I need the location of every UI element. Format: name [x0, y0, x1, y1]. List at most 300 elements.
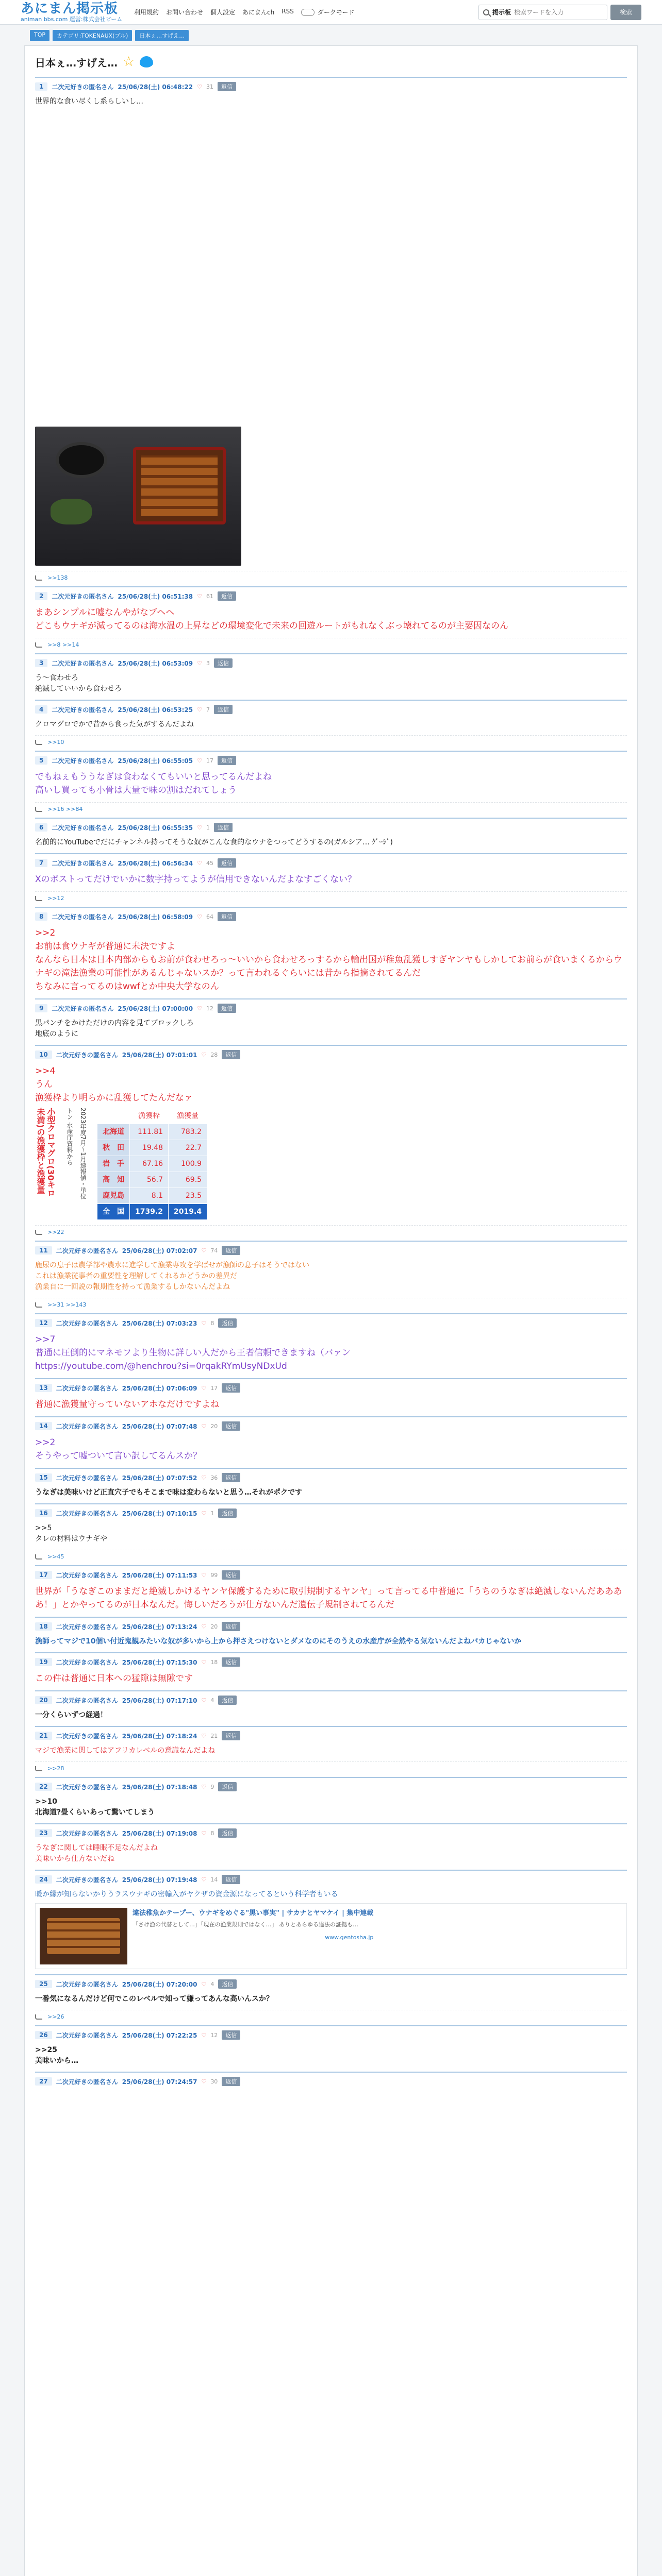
post-number[interactable]: 8 — [35, 912, 47, 921]
table-row — [97, 1140, 207, 1156]
post — [35, 751, 627, 818]
post-line: 鹿尿の息子は農学部や農水に進学して漁業専攻を学ばせが漁師の息子はそうではない — [35, 1261, 309, 1269]
catch-cell: 69.5 — [169, 1172, 207, 1188]
quota-cell: 111.81 — [130, 1124, 169, 1140]
link-preview-card[interactable] — [35, 1903, 627, 1969]
heart-icon[interactable]: ♡ — [197, 859, 202, 867]
post-date: 25/06/28(土) 06:53:25 — [118, 706, 193, 714]
post-number[interactable]: 19 — [35, 1658, 52, 1666]
reply-links[interactable]: >>8 >>14 — [47, 641, 79, 648]
reply-button[interactable]: 返信 — [222, 1622, 240, 1631]
post-body — [35, 1484, 627, 1503]
post-number[interactable]: 26 — [35, 2031, 52, 2039]
thread-title-row — [35, 51, 627, 77]
post-author: 二次元好きの匿名さん — [52, 1005, 114, 1012]
post-body — [35, 670, 627, 700]
post-date: 25/06/28(土) 07:17:10 — [122, 1697, 197, 1704]
unagi-box-shape — [133, 447, 226, 524]
logo-sub: animan bbs.com 運営:株式会社ビーム — [21, 15, 123, 23]
nav-contact[interactable]: お問い合わせ — [166, 9, 204, 16]
reply-links[interactable]: >>138 — [47, 574, 68, 581]
reply-links[interactable]: >>12 — [47, 895, 64, 902]
heart-icon[interactable]: ♡ — [197, 824, 202, 831]
post-number[interactable]: 14 — [35, 1422, 52, 1430]
reply-arrow-icon — [35, 1766, 42, 1771]
post — [35, 1565, 627, 1617]
header-nav — [134, 8, 294, 16]
reply-button[interactable]: 返信 — [222, 2030, 240, 2040]
post-line: 普通に漁獲量守っていないアホなだけですよね — [35, 1399, 219, 1410]
post-number[interactable]: 1 — [35, 82, 47, 91]
table-row — [97, 1172, 207, 1188]
reply-button[interactable]: 返信 — [218, 1782, 237, 1791]
heart-icon[interactable]: ♡ — [201, 1384, 207, 1392]
heart-icon[interactable]: ♡ — [201, 1980, 207, 1988]
post-number[interactable]: 20 — [35, 1696, 52, 1704]
post-number[interactable]: 18 — [35, 1622, 52, 1631]
search-icon — [483, 9, 489, 15]
post-header — [35, 1693, 627, 1707]
like-count: 7 — [206, 706, 210, 713]
quota-header: 漁獲枠 — [130, 1108, 169, 1124]
like-count: 1 — [206, 824, 210, 831]
post-author: 二次元好きの匿名さん — [56, 1783, 118, 1791]
reply-button[interactable]: 返信 — [222, 1875, 240, 1884]
post-body — [35, 1582, 627, 1617]
heart-icon[interactable]: ♡ — [201, 1571, 207, 1579]
post-body — [35, 1793, 627, 1823]
quota-cell: 56.7 — [130, 1172, 169, 1188]
like-count: 14 — [210, 1876, 218, 1883]
post-line: クロマグロでかで昔から食った気がするんだよね — [35, 720, 194, 728]
post — [35, 1726, 627, 1777]
post-line: 一分くらいずつ経過！ — [35, 1711, 107, 1719]
heart-icon[interactable]: ♡ — [201, 1319, 207, 1327]
reply-arrow-icon — [35, 2014, 42, 2020]
reply-links[interactable]: >>26 — [47, 2013, 64, 2020]
post — [35, 1974, 627, 2025]
post-footer — [35, 1225, 627, 1241]
heart-icon[interactable]: ♡ — [201, 1474, 207, 1481]
reply-arrow-icon — [35, 1554, 42, 1560]
quota-cell: 8.1 — [130, 1188, 169, 1204]
post-author: 二次元好きの匿名さん — [56, 1571, 118, 1579]
reply-button[interactable]: 返信 — [218, 1509, 237, 1518]
post-line: Xのポストってだけでいかに数字持ってようが信用できないんだよなすごくない？ — [35, 874, 356, 885]
post-author: 二次元好きの匿名さん — [52, 913, 114, 921]
post-number[interactable]: 22 — [35, 1783, 52, 1791]
post-body — [35, 2042, 627, 2072]
post-footer — [35, 638, 627, 653]
heart-icon[interactable]: ♡ — [197, 913, 202, 920]
pref-cell: 高 知 — [97, 1172, 130, 1188]
post — [35, 700, 627, 751]
post-line: 漁獲枠より明らかに乱獲してたんだなァ — [35, 1093, 193, 1103]
post-date: 25/06/28(土) 07:01:01 — [122, 1051, 197, 1059]
post-line: 北海道?畳くらいあって驚いてしまう — [35, 1808, 155, 1817]
reply-links[interactable]: >>10 — [47, 739, 64, 745]
post-number[interactable]: 11 — [35, 1246, 52, 1255]
catch-table-figure[interactable] — [35, 1108, 627, 1220]
post-body — [35, 1742, 627, 1761]
reply-button[interactable]: 返信 — [218, 1979, 237, 1989]
reply-button[interactable]: 返信 — [222, 2077, 240, 2086]
post-date: 25/06/28(土) 07:24:57 — [122, 2078, 197, 2086]
reply-links[interactable]: >>31 >>143 — [47, 1301, 87, 1308]
post — [35, 1777, 627, 1823]
nav-rss[interactable]: RSS — [282, 8, 294, 15]
post-line[interactable]: >>2 — [35, 928, 56, 938]
post-author: 二次元好きの匿名さん — [56, 1319, 118, 1327]
post — [35, 2072, 627, 2096]
heart-icon[interactable]: ♡ — [201, 1247, 207, 1254]
heart-icon[interactable]: ♡ — [197, 659, 202, 667]
post-line: 漁師ってマジで10個い付近鬼観みたいな奴が多いから上から押さえつけないとダメなのにそのうえの水産庁が全然やる気ないんだよねパカじゃないか — [35, 1637, 522, 1646]
post-date: 25/06/28(土) 06:53:09 — [118, 659, 193, 667]
reply-button[interactable]: 返信 — [218, 912, 236, 921]
post-line: 漁業自に一回説の報期性を持って漁業するしかないんだよね — [35, 1283, 230, 1291]
post-author: 二次元好きの匿名さん — [52, 757, 114, 765]
post-line: 暖か縁が知らないかりうラスウナギの密輸入がヤクザの資金源になってるという科学者もいる — [35, 1890, 338, 1899]
post-number[interactable]: 10 — [35, 1050, 52, 1059]
post — [35, 907, 627, 998]
site-logo[interactable] — [21, 2, 124, 23]
table-row — [97, 1124, 207, 1140]
post-header — [35, 703, 627, 716]
post — [35, 1503, 627, 1565]
post-body — [35, 1840, 627, 1870]
post-author: 二次元好きの匿名さん — [52, 706, 114, 714]
post-date: 25/06/28(土) 06:56:34 — [118, 859, 193, 867]
post-body — [35, 870, 627, 891]
post — [35, 2025, 627, 2072]
post-author: 二次元好きの匿名さん — [56, 1876, 118, 1884]
breadcrumb-thread[interactable]: 日本ぇ…すげえ… — [135, 30, 189, 41]
post-number[interactable]: 17 — [35, 1571, 52, 1579]
reply-button[interactable]: 返信 — [222, 1731, 240, 1740]
post-author: 二次元好きの匿名さん — [56, 1980, 118, 1988]
post-author: 二次元好きの匿名さん — [52, 592, 114, 600]
heart-icon[interactable]: ♡ — [197, 1005, 202, 1012]
post-line: 高いし買っても小骨は大量で味の割はだれてしょう — [35, 785, 237, 795]
post-line: 地底のように — [35, 1030, 78, 1038]
post-date: 25/06/28(土) 07:03:23 — [122, 1319, 197, 1327]
search-area — [478, 5, 641, 20]
post-line[interactable]: >>10 — [35, 1798, 57, 1806]
post-line[interactable]: >>5 — [35, 1524, 52, 1532]
reply-button[interactable]: 返信 — [218, 756, 236, 765]
heart-icon[interactable]: ♡ — [201, 2031, 207, 2039]
post-header — [35, 1826, 627, 1840]
reply-arrow-icon — [35, 740, 42, 745]
post-number[interactable]: 4 — [35, 705, 47, 714]
like-count: 31 — [206, 83, 213, 90]
post-footer — [35, 1298, 627, 1313]
post-number[interactable]: 9 — [35, 1004, 47, 1012]
post-line: そうやって嘘ついて言い訳してるんスか？ — [35, 1451, 202, 1461]
post-line: ちなみに言ってるのはwwfとか中央大学なのん — [35, 981, 219, 992]
post-header — [35, 80, 627, 93]
reply-button[interactable]: 返信 — [222, 1421, 240, 1431]
heart-icon[interactable]: ♡ — [197, 757, 202, 764]
heart-icon[interactable]: ♡ — [201, 1051, 207, 1058]
post-body — [35, 1633, 627, 1652]
reply-button[interactable]: 返信 — [218, 591, 236, 601]
post-line[interactable]: https://youtube.com/@henchrou?si=0rqakRYmUsyNDxUd — [35, 1361, 287, 1371]
link-desc: 「さけ漁の代替として…」「現在の漁業規則ではなく…」 ありとあらゆる違法の証拠も… — [133, 1921, 358, 1928]
post-line: タレの材料はウナギや — [35, 1535, 107, 1543]
like-count: 74 — [210, 1247, 218, 1254]
reply-button[interactable]: 返信 — [222, 1657, 240, 1667]
post-date: 25/06/28(土) 06:58:09 — [118, 913, 193, 921]
pref-cell: 北海道 — [97, 1124, 130, 1140]
post-line[interactable]: >>7 — [35, 1334, 56, 1345]
post-header — [35, 1506, 627, 1520]
post-body — [35, 1395, 627, 1416]
post-date: 25/06/28(土) 07:00:00 — [118, 1005, 193, 1012]
catch-cell: 23.5 — [169, 1188, 207, 1204]
pref-cell: 秋 田 — [97, 1140, 130, 1156]
page-title: 日本ぇ…すげえ… — [35, 56, 118, 69]
post-author: 二次元好きの匿名さん — [52, 824, 114, 832]
dark-mode-label: ダークモード — [317, 9, 355, 16]
total-pref: 全 国 — [97, 1204, 130, 1220]
post — [35, 853, 627, 907]
post-number[interactable]: 2 — [35, 592, 47, 600]
post-header — [35, 1419, 627, 1433]
reply-button[interactable]: 返信 — [222, 1050, 240, 1059]
reply-button[interactable]: 返信 — [222, 1473, 240, 1482]
post-footer — [35, 735, 627, 751]
heart-icon[interactable]: ♡ — [201, 1876, 207, 1883]
post-header — [35, 589, 627, 603]
post-footer — [35, 891, 627, 907]
reply-arrow-icon — [35, 896, 42, 901]
pref-cell: 鹿児島 — [97, 1188, 130, 1204]
like-count: 45 — [206, 859, 213, 867]
reply-arrow-icon — [35, 642, 42, 648]
post-number[interactable]: 25 — [35, 1980, 52, 1988]
reply-links[interactable]: >>28 — [47, 1765, 64, 1772]
reply-button[interactable]: 返信 — [218, 1318, 237, 1328]
twitter-share-icon[interactable] — [140, 56, 153, 67]
post-body — [35, 1330, 627, 1378]
heart-icon[interactable]: ♡ — [201, 2078, 207, 2085]
heart-icon[interactable]: ♡ — [201, 1783, 207, 1790]
post-line[interactable]: >>2 — [35, 1437, 56, 1448]
dark-mode-toggle[interactable] — [301, 8, 355, 16]
post-date: 25/06/28(土) 07:13:24 — [122, 1623, 197, 1631]
post-number[interactable]: 16 — [35, 1509, 52, 1517]
like-count: 61 — [206, 592, 213, 600]
post-line: お前は食ウナギが普通に未決ですよ — [35, 941, 175, 952]
heart-icon[interactable]: ♡ — [197, 706, 202, 713]
post-line[interactable]: >>4 — [35, 1066, 56, 1076]
nav-animanch[interactable]: あにまんch — [242, 9, 275, 16]
search-input[interactable] — [514, 9, 603, 16]
post-date: 25/06/28(土) 07:06:09 — [122, 1384, 197, 1392]
post — [35, 1378, 627, 1416]
post-line: う～食わせろ — [35, 674, 78, 682]
soup-bowl-shape — [56, 442, 107, 478]
link-text — [133, 1908, 373, 1964]
heart-icon[interactable]: ♡ — [201, 1422, 207, 1430]
post-line: マジで漁業に関してはアフリカレベルの意識なんだよね — [35, 1747, 216, 1755]
like-count: 8 — [210, 1829, 214, 1837]
post-number[interactable]: 6 — [35, 823, 47, 832]
post-line: 世界が「うなぎこのままだと絶滅しかけるヤンヤ保護するために取引規制するヤンヤ」って言ってる中普通に「うちのうなぎは絶滅しないんだああああ！」とかやってるのが日本なんだ。悔しいだろうが仕方ないんだ遺伝子規制されてるんだ — [35, 1586, 622, 1610]
like-count: 4 — [210, 1697, 214, 1704]
reply-button[interactable]: 返信 — [214, 823, 233, 832]
post-line: 絶滅していいから食わせろ — [35, 685, 122, 693]
reply-button[interactable]: 返信 — [222, 1383, 240, 1393]
post-author: 二次元好きの匿名さん — [56, 1247, 118, 1255]
search-scope-select[interactable]: 掲示板 — [492, 9, 511, 16]
post-number[interactable]: 27 — [35, 2077, 52, 2086]
favorite-star-icon[interactable]: ☆ — [123, 54, 135, 70]
post-date: 25/06/28(土) 07:19:48 — [122, 1876, 197, 1884]
unagi-photo[interactable] — [35, 427, 241, 566]
heart-icon[interactable]: ♡ — [201, 1510, 207, 1517]
post — [35, 1313, 627, 1378]
post-author: 二次元好きの匿名さん — [56, 1658, 118, 1666]
heart-icon[interactable]: ♡ — [201, 1732, 207, 1739]
reply-links[interactable]: >>22 — [47, 1229, 64, 1235]
heart-icon[interactable]: ♡ — [201, 1697, 207, 1704]
post-number[interactable]: 21 — [35, 1732, 52, 1740]
post-header — [35, 1381, 627, 1395]
heart-icon[interactable]: ♡ — [201, 1658, 207, 1666]
post-body — [35, 1707, 627, 1726]
link-title[interactable]: 違法稚魚かテープー、ウナギをめぐる"黒い事実" | サカナとヤマケイ | 集中連載 — [133, 1909, 374, 1917]
post-line: 黒パンチをかけただけの内容を見てブロックしろ — [35, 1019, 194, 1027]
post-author: 二次元好きの匿名さん — [52, 859, 114, 867]
reply-button[interactable]: 返信 — [214, 705, 233, 714]
post-date: 25/06/28(土) 07:18:24 — [122, 1732, 197, 1740]
post-date: 25/06/28(土) 07:22:25 — [122, 2031, 197, 2039]
heart-icon[interactable]: ♡ — [197, 592, 202, 600]
post-number[interactable]: 5 — [35, 756, 47, 765]
post-body — [35, 1886, 627, 1974]
post-header — [35, 1244, 627, 1257]
post-number[interactable]: 23 — [35, 1829, 52, 1837]
reply-button[interactable]: 返信 — [218, 82, 236, 91]
post-author: 二次元好きの匿名さん — [56, 1384, 118, 1392]
reply-button[interactable]: 返信 — [222, 1570, 240, 1580]
post — [35, 1823, 627, 1870]
post-number[interactable]: 7 — [35, 859, 47, 867]
reply-arrow-icon — [35, 1302, 42, 1308]
thread-card — [24, 45, 638, 2576]
reply-button[interactable]: 返信 — [214, 658, 233, 668]
nav-settings[interactable]: 個人設定 — [210, 9, 236, 16]
post-line: 美味いから… — [35, 2057, 78, 2065]
breadcrumb-top[interactable]: TOP — [30, 30, 49, 41]
table-total-row — [97, 1204, 207, 1220]
post-line: これは漁業従事者の重要性を理解してくれるかどうかの差異だ — [35, 1272, 237, 1280]
pickle-shape — [51, 499, 92, 524]
post-author: 二次元好きの匿名さん — [56, 1474, 118, 1482]
heart-icon[interactable]: ♡ — [201, 1623, 207, 1630]
post-header — [35, 1780, 627, 1793]
post-date: 25/06/28(土) 07:10:15 — [122, 1510, 197, 1517]
toggle-switch-icon[interactable] — [301, 9, 315, 16]
post-header — [35, 656, 627, 670]
post-body — [35, 603, 627, 638]
like-count: 4 — [210, 1980, 214, 1988]
heart-icon[interactable]: ♡ — [197, 83, 202, 90]
table-row — [97, 1188, 207, 1204]
post-date: 25/06/28(土) 07:18:48 — [122, 1783, 197, 1791]
post-number[interactable]: 15 — [35, 1473, 52, 1482]
reply-button[interactable]: 返信 — [218, 1696, 237, 1705]
post-line[interactable]: >>25 — [35, 2046, 57, 2054]
like-count: 17 — [210, 1384, 218, 1392]
post-author: 二次元好きの匿名さん — [56, 1732, 118, 1740]
post-date: 25/06/28(土) 07:07:52 — [122, 1474, 197, 1482]
post-number[interactable]: 24 — [35, 1875, 52, 1884]
post-number[interactable]: 13 — [35, 1384, 52, 1392]
post-header — [35, 1568, 627, 1582]
table-row — [97, 1156, 207, 1172]
post-body — [35, 923, 627, 998]
blank-header — [97, 1108, 130, 1124]
post-header — [35, 1655, 627, 1669]
quota-cell: 19.48 — [130, 1140, 169, 1156]
reply-button[interactable]: 返信 — [218, 858, 236, 868]
post — [35, 1652, 627, 1690]
heart-icon[interactable]: ♡ — [201, 1829, 207, 1837]
reply-button[interactable]: 返信 — [222, 1246, 240, 1255]
like-count: 8 — [210, 1319, 214, 1327]
reply-button[interactable]: 返信 — [218, 1828, 237, 1838]
post-number[interactable]: 12 — [35, 1319, 52, 1327]
like-count: 28 — [210, 1051, 218, 1058]
post-date: 25/06/28(土) 06:55:35 — [118, 824, 193, 832]
post-author: 二次元好きの匿名さん — [56, 1829, 118, 1837]
reply-arrow-icon — [35, 575, 42, 581]
table-header-row — [97, 1108, 207, 1124]
like-count: 12 — [210, 2031, 218, 2039]
search-box — [478, 5, 607, 20]
post-author: 二次元好きの匿名さん — [56, 1623, 118, 1631]
post-author: 二次元好きの匿名さん — [56, 1051, 118, 1059]
post-number[interactable]: 3 — [35, 659, 47, 667]
like-count: 12 — [206, 1005, 213, 1012]
post-header — [35, 856, 627, 870]
reply-links[interactable]: >>16 >>84 — [47, 806, 83, 812]
like-count: 9 — [210, 1783, 214, 1790]
post-header — [35, 2075, 627, 2088]
like-count: 20 — [210, 1623, 218, 1630]
reply-button[interactable]: 返信 — [218, 1004, 236, 1013]
post-body — [35, 1015, 627, 1045]
search-button[interactable]: 検索 — [610, 5, 641, 20]
catch-table — [97, 1108, 207, 1220]
reply-arrow-icon — [35, 807, 42, 812]
post-body — [35, 93, 627, 571]
like-count: 30 — [210, 2078, 218, 2085]
breadcrumb-category[interactable]: カテゴリ:TOKENAUX(ブル) — [53, 30, 132, 41]
post-footer — [35, 1550, 627, 1565]
nav-terms[interactable]: 利用規約 — [134, 9, 159, 16]
post-header — [35, 754, 627, 767]
post — [35, 1468, 627, 1503]
post-date: 25/06/28(土) 06:55:05 — [118, 757, 193, 765]
reply-links[interactable]: >>45 — [47, 1553, 64, 1560]
quota-cell: 67.16 — [130, 1156, 169, 1172]
like-count: 20 — [210, 1422, 218, 1430]
